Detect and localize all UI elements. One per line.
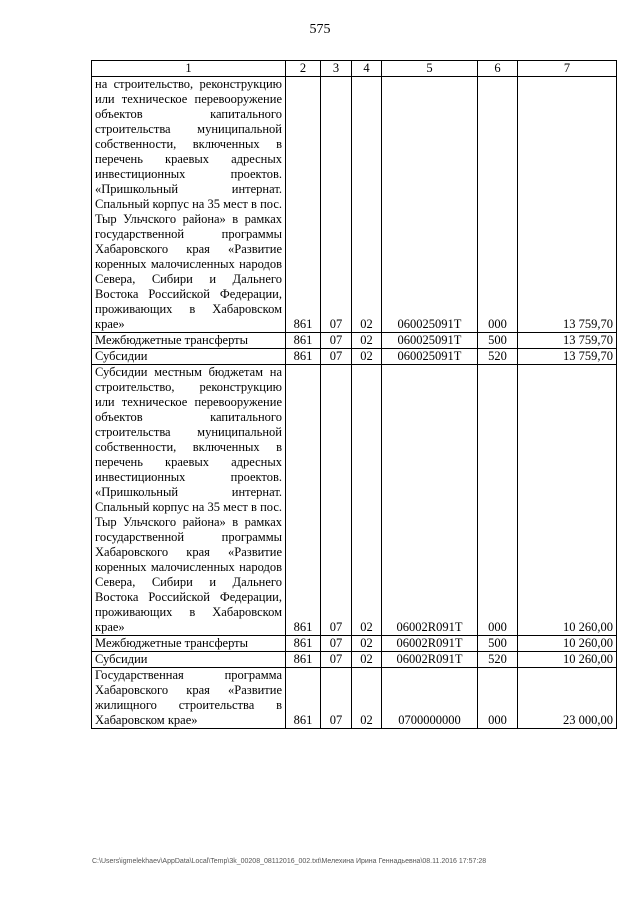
cell-section: 07 <box>321 349 352 365</box>
table-row <box>92 636 617 652</box>
cell-target-code: 060025091T <box>382 349 478 365</box>
row-name: Межбюджетные трансферты <box>92 333 286 349</box>
cell-amount: 13 759,70 <box>518 77 617 333</box>
row-name: на строительство, реконструкцию или техническое перевооружение объектов капитального строительства муниципальной собственности, включенных в перечень краевых адресных инвестиционных проектов. «Пришкольный интернат. Спальный корпус на 35 мест в пос. Тыр Ульчского района» в рамках государственной программы Хабаровского края «Развитие коренных малочисленных народов Севера, Сибири и Дальнего Востока Российской Федерации, проживающих в Хабаровском крае» <box>92 77 286 333</box>
table-row <box>92 668 617 729</box>
cell-expense-type: 520 <box>478 349 518 365</box>
cell-expense-type: 000 <box>478 77 518 333</box>
cell-amount: 13 759,70 <box>518 333 617 349</box>
row-name: Субсидии <box>92 652 286 668</box>
column-header: 3 <box>321 61 352 77</box>
cell-target-code: 06002R091T <box>382 652 478 668</box>
cell-target-code: 060025091T <box>382 77 478 333</box>
cell-amount: 10 260,00 <box>518 365 617 636</box>
cell-expense-type: 000 <box>478 365 518 636</box>
cell-subsection: 02 <box>352 77 382 333</box>
page-number: 575 <box>309 22 331 37</box>
cell-target-code: 06002R091T <box>382 365 478 636</box>
cell-subsection: 02 <box>352 365 382 636</box>
cell-amount: 10 260,00 <box>518 652 617 668</box>
cell-section: 07 <box>321 333 352 349</box>
cell-subsection: 02 <box>352 668 382 729</box>
column-header: 1 <box>92 61 286 77</box>
cell-amount: 13 759,70 <box>518 349 617 365</box>
column-header-row <box>92 61 617 77</box>
cell-amount: 10 260,00 <box>518 636 617 652</box>
cell-expense-type: 520 <box>478 652 518 668</box>
cell-grbs: 861 <box>286 636 321 652</box>
cell-grbs: 861 <box>286 349 321 365</box>
cell-grbs: 861 <box>286 333 321 349</box>
table-row <box>92 77 617 333</box>
column-header: 4 <box>352 61 382 77</box>
cell-section: 07 <box>321 636 352 652</box>
row-name: Государственная программа Хабаровского края «Развитие жилищного строительства в Хабаровском крае» <box>92 668 286 729</box>
cell-expense-type: 500 <box>478 636 518 652</box>
cell-section: 07 <box>321 652 352 668</box>
cell-section: 07 <box>321 77 352 333</box>
row-name: Субсидии <box>92 349 286 365</box>
cell-target-code: 060025091T <box>382 333 478 349</box>
table-row <box>92 652 617 668</box>
table-row <box>92 333 617 349</box>
cell-target-code: 06002R091T <box>382 636 478 652</box>
cell-grbs: 861 <box>286 668 321 729</box>
cell-amount: 23 000,00 <box>518 668 617 729</box>
cell-expense-type: 000 <box>478 668 518 729</box>
table-row <box>92 349 617 365</box>
column-header: 2 <box>286 61 321 77</box>
cell-subsection: 02 <box>352 636 382 652</box>
column-header: 7 <box>518 61 617 77</box>
row-name: Межбюджетные трансферты <box>92 636 286 652</box>
budget-table <box>91 60 617 729</box>
column-header: 5 <box>382 61 478 77</box>
cell-target-code: 0700000000 <box>382 668 478 729</box>
table-row <box>92 365 617 636</box>
cell-subsection: 02 <box>352 652 382 668</box>
column-header: 6 <box>478 61 518 77</box>
cell-grbs: 861 <box>286 365 321 636</box>
file-path-footer: C:\Users\igmelekhaev\AppData\Local\Temp\3k_00208_08112016_002.txt\Мелехина Ирина Геннадьевна\08.11.2016 17:57:28 <box>92 858 487 865</box>
cell-grbs: 861 <box>286 77 321 333</box>
cell-section: 07 <box>321 365 352 636</box>
cell-expense-type: 500 <box>478 333 518 349</box>
cell-section: 07 <box>321 668 352 729</box>
cell-grbs: 861 <box>286 652 321 668</box>
row-name: Субсидии местным бюджетам на строительство, реконструкцию или техническое перевооружение объектов капитального строительства муниципальной собственности, включенных в перечень краевых адресных инвестиционных проектов. «Пришкольный интернат. Спальный корпус на 35 мест в пос. Тыр Ульчского района» в рамках государственной программы Хабаровского края «Развитие коренных малочисленных народов Севера, Сибири и Дальнего Востока Российской Федерации, проживающих в Хабаровском крае» <box>92 365 286 636</box>
cell-subsection: 02 <box>352 349 382 365</box>
cell-subsection: 02 <box>352 333 382 349</box>
